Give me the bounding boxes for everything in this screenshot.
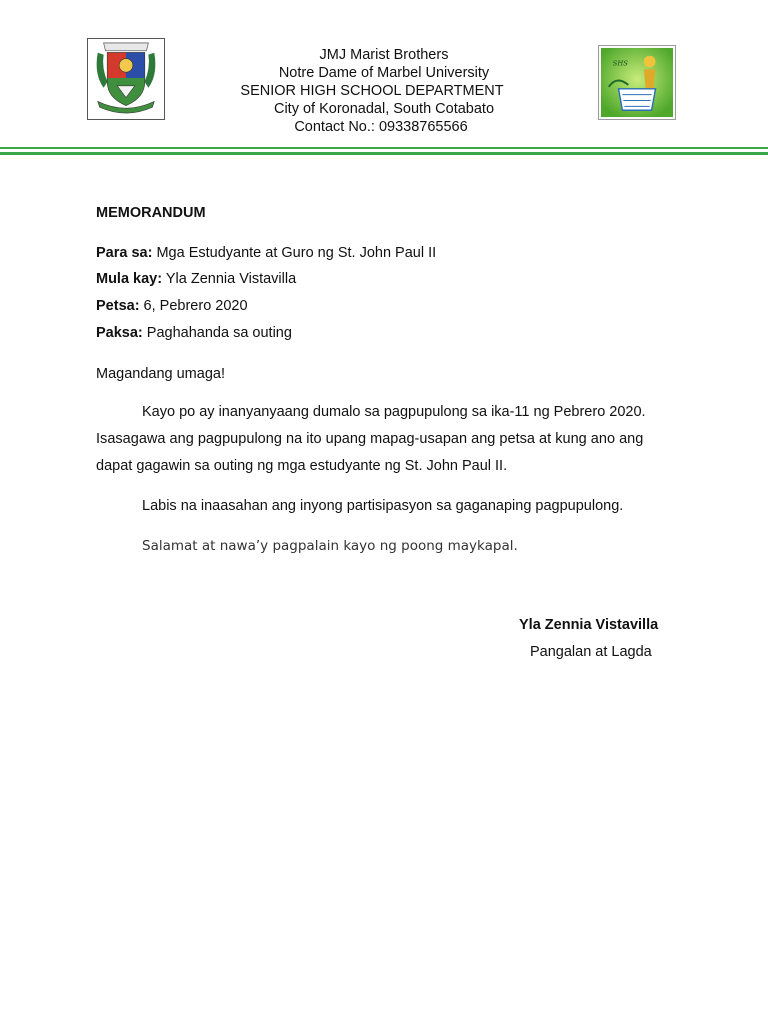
closing-line: Salamat at nawa’y pagpalain kayo ng poong maykapal.	[142, 538, 518, 554]
memo-title: MEMORANDUM	[96, 205, 206, 221]
memo-petsa	[96, 297, 248, 315]
para-sa-value: Mga Estudyante at Guro ng St. John Paul II	[152, 245, 437, 261]
petsa-value: 6, Pebrero 2020	[139, 298, 248, 314]
signature-name: Yla Zennia Vistavilla	[519, 617, 659, 633]
header-rule-bottom	[0, 152, 768, 155]
shs-logo	[598, 45, 676, 120]
header-rule-top	[0, 147, 768, 149]
paksa-value: Paghahanda sa outing	[142, 325, 292, 341]
svg-text:SHS: SHS	[612, 59, 628, 68]
paksa-label: Paksa:	[96, 325, 143, 341]
paragraph1-line1: Kayo po ay inanyanyaang dumalo sa pagpupulong sa ika-11 ng Pebrero 2020.	[142, 404, 646, 420]
petsa-label: Petsa:	[96, 298, 140, 314]
header-contact: Contact No.: 09338765566	[294, 119, 468, 135]
shs-emblem-icon	[599, 46, 675, 119]
header-department: SENIOR HIGH SCHOOL DEPARTMENT	[240, 83, 504, 99]
para-sa-label: Para sa:	[96, 245, 153, 261]
header-address: City of Koronadal, South Cotabato	[273, 101, 495, 117]
mula-kay-label: Mula kay:	[96, 271, 163, 287]
paragraph2: Labis na inaasahan ang inyong partisipasyon sa gaganaping pagpupulong.	[142, 498, 624, 514]
header-university-name: Notre Dame of Marbel University	[278, 65, 490, 81]
memo-paksa	[96, 324, 292, 342]
header-org-name: JMJ Marist Brothers	[319, 47, 449, 63]
paragraph1-line2: Isasagawa ang pagpupulong na ito upang mapag-usapan ang petsa at kung ano ang	[96, 431, 644, 447]
mula-kay-value: Yla Zennia Vistavilla	[162, 271, 297, 287]
paragraph1-line3: dapat gagawin sa outing ng mga estudyante ng St. John Paul II.	[96, 458, 508, 474]
memo-mula-kay	[96, 270, 296, 288]
signature-caption: Pangalan at Lagda	[530, 644, 652, 660]
memo-para-sa	[96, 244, 436, 262]
greeting: Magandang umaga!	[96, 366, 225, 382]
